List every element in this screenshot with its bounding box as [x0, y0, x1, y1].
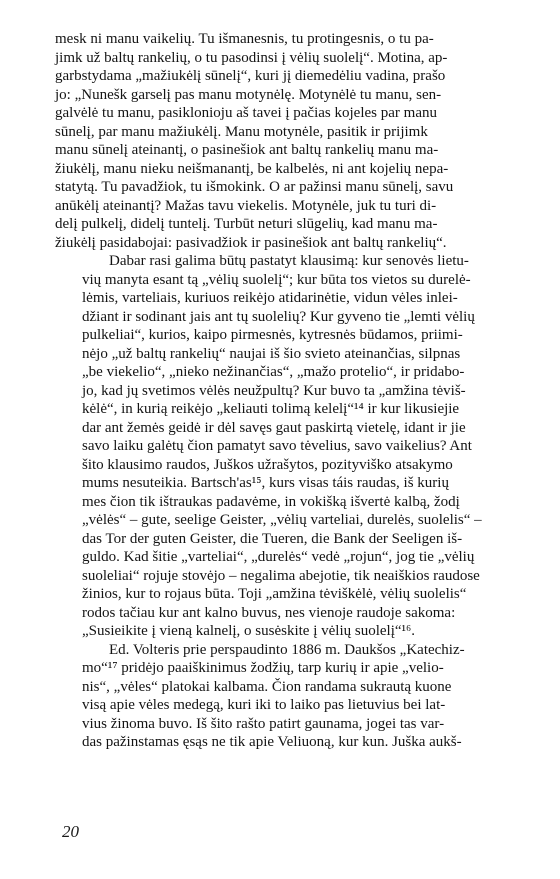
- text-line: žiukėlį pasidabojai: pasivadžiok ir pasinešiok ant baltų rankelių“.: [55, 234, 447, 251]
- text-line: suoleliai“ rojuje stovėjo – negalima abejotie, tik neaiškios raudose: [82, 567, 480, 584]
- text-line: mo“¹⁷ pridėjo paaiškinimus žodžių, tarp kurių ir apie „velio-: [82, 660, 444, 676]
- text-line: pulkeliai“, kurios, kaipo pirmesnės, kytresnės būdamos, priimi-: [82, 327, 463, 343]
- text-line: sūnelį, par manu mažiukėlį. Manu motynėle, pasitik ir prijimk: [55, 123, 428, 140]
- text-line: anūkėlį ateinantį? Mažas tavu viekelis. Motynėle, juk tu turi di-: [55, 197, 437, 214]
- text-line: jo, kad jų svetimos vėlės neužpultų? Kur buvo ta „amžina tėviš-: [82, 382, 466, 399]
- text-line: dar ant žemės geidė ir dėl savęs gaut paskirtą vietelę, idant ir jie: [82, 419, 466, 436]
- text-line: guldo. Kad šitie „varteliai“, „durelės“ vedė „rojun“, jog tie „vėlių: [82, 549, 475, 565]
- text-line: rodos tačiau kur ant kalno buvus, nes vienoje raudoje sakoma:: [82, 604, 456, 621]
- text-line: nis“, „vėles“ platokai kalbama. Čion randama sukrautą kuone: [82, 678, 452, 695]
- text-line: vių manyta esant tą „vėlių suolelį“; kur būta tos vietos su durelė-: [82, 271, 471, 288]
- text-line: jo: „Nunešk garselį pas manu motynėlę. Motynėlė tu manu, sen-: [55, 86, 442, 103]
- text-line: lėmis, varteliais, kuriuos reikėjo atidarinėtie, vidun vėles inlei-: [82, 290, 458, 306]
- text-line: „Susieikite į vieną kalnelį, o susėskite į vėlių suolelį“¹⁶.: [82, 623, 415, 639]
- text-line: manu sūnelį ateinantį, o pasinešiok ant baltų rankelių manu ma-: [55, 142, 439, 158]
- page-text: [55, 30, 510, 752]
- text-line: das Tor der guten Geister, die Tueren, die Bank der Seeligen iš-: [82, 530, 463, 547]
- text-line: kėlė“, in kurią reikėjo „keliauti tolimą kelelį“¹⁴ ir kur likusiejie: [82, 401, 460, 417]
- paragraph: [55, 30, 510, 252]
- paragraph: [55, 641, 510, 752]
- text-line: šito klausimo raudos, Juškos užrašytos, pozityviško atsakymo: [82, 456, 453, 473]
- text-line: visą apie vėles medegą, kuri iki to laiko pas lietuvius bei lat-: [82, 697, 446, 713]
- text-line: Dabar rasi galima būtų pastatyt klausimą: kur senovės lietu-: [109, 253, 469, 269]
- text-line: mesk ni manu vaikelių. Tu išmanesnis, tu protingesnis, o tu pa-: [55, 31, 434, 47]
- text-line: savo laiku galėtų čion pamatyt savo tėvelius, savo vaikelius? Ant: [82, 438, 472, 454]
- text-line: „be viekelio“, „nieko nežinančias“, „mažo protelio“, ir pridabo-: [82, 364, 465, 380]
- text-line: jimk už baltų rankelių, o tu pasodinsi į vėlių suolelį“. Motina, ap-: [55, 49, 448, 66]
- text-line: nėjo „už baltų rankelių“ naujai iš šio svieto ateinančias, silpnas: [82, 345, 461, 362]
- text-line: mums nesuteikia. Bartsch'as¹⁵, kurs visas táis raudas, iš kurių: [82, 475, 449, 491]
- text-line: žiukėlį, manu nieku neišmanantį, be kalbelės, ni ant kojelių nepa-: [55, 160, 449, 177]
- text-line: „vėlės“ – gute, seelige Geister, „vėlių varteliai, durelės, suolelis“ –: [82, 512, 482, 528]
- text-line: vius žinoma buvo. Iš šito rašto patirt gaunama, jogei tas var-: [82, 715, 445, 732]
- text-line: das pažinstamas ęsąs ne tik apie Veliuoną, kur kun. Juška aukš-: [82, 734, 462, 750]
- text-line: Ed. Volteris prie perspaudinto 1886 m. Daukšos „Katechiz-: [109, 641, 465, 658]
- text-line: garbstydama „mažiukėlį sūnelį“, kuri jį diemedėliu vadina, prašo: [55, 68, 446, 84]
- page-number: 20: [62, 822, 79, 841]
- text-line: statytą. Tu pavadžiok, tu išmokink. O ar pažinsi manu sūnelį, savu: [55, 179, 454, 195]
- text-line: mes čion tik ištraukas padavėme, in vokišką išvertė kalbą, žodį: [82, 493, 460, 510]
- text-line: džiant ir sodinant jais ant tų suolelių? Kur gyveno tie „lemti vėlių: [82, 308, 475, 325]
- text-line: galvėlė tu manu, pasiklonioju aš tavei į pačias kojeles par manu: [55, 105, 437, 121]
- text-line: delį pulkelį, didelį tuntelį. Turbūt neturi slūgelių, kad manu ma-: [55, 216, 438, 232]
- text-line: žinios, kur to rojaus būta. Toji „amžina tėviškėlė, vėlių suolelis“: [82, 586, 467, 602]
- paragraph: [55, 252, 510, 641]
